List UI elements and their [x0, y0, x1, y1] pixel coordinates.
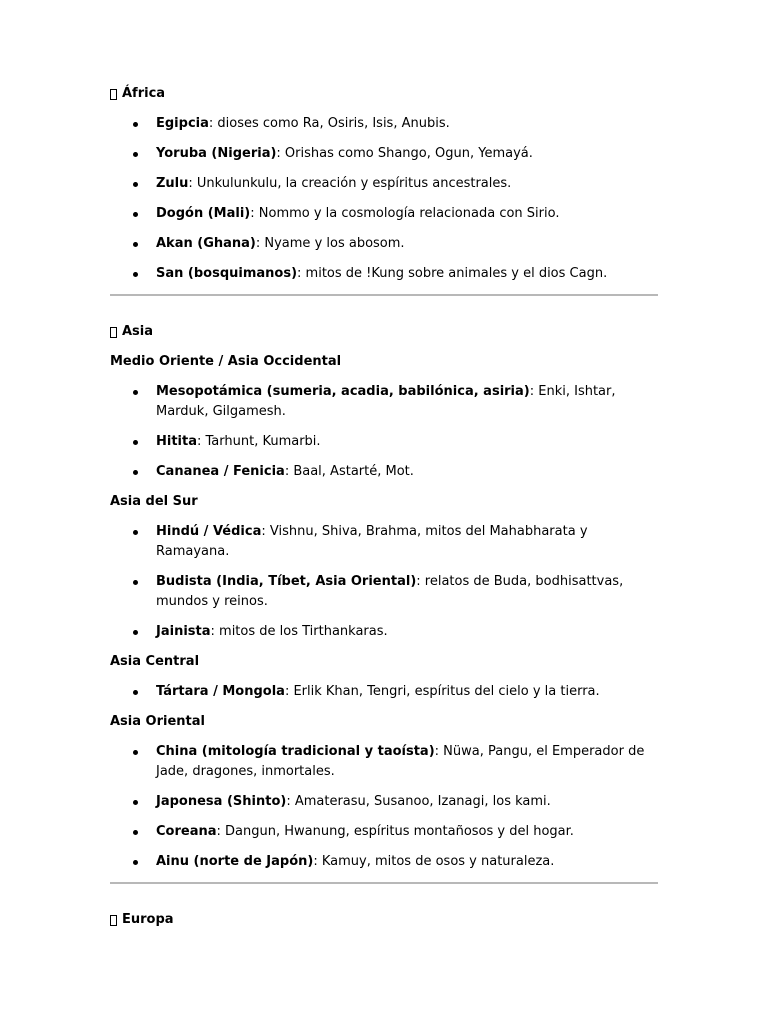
- subheading-south-asia: Asia del Sur: [110, 494, 198, 509]
- item-desc: : mitos de los Tirthankaras.: [210, 624, 388, 639]
- item-desc: : Amaterasu, Susanoo, Izanagi, los kami.: [286, 794, 551, 809]
- list-west-asia: [110, 382, 658, 482]
- item-term: Hindú / Védica: [156, 524, 262, 539]
- item-desc: : Nüwa, Pangu, el Emperador de Jade, dragones, inmortales.: [156, 744, 645, 779]
- item-term: Ainu (norte de Japón): [156, 854, 314, 869]
- subheading-central-asia: Asia Central: [110, 654, 200, 669]
- list-item: [110, 234, 658, 254]
- section-heading-text: África: [122, 86, 166, 101]
- list-south-asia: [110, 522, 658, 642]
- list-item: [110, 264, 658, 284]
- list-africa: [110, 114, 658, 284]
- item-term: Egipcia: [156, 116, 209, 131]
- section-heading-asia: [110, 322, 658, 342]
- subheading-west-asia: Medio Oriente / Asia Occidental: [110, 354, 342, 369]
- list-item: [110, 852, 658, 872]
- item-desc: : Nyame y los abosom.: [255, 236, 405, 251]
- item-desc: : Nommo y la cosmología relacionada con Sirio.: [250, 206, 560, 221]
- item-term: Yoruba (Nigeria): [156, 146, 277, 161]
- item-term: Japonesa (Shinto): [156, 794, 287, 809]
- item-term: China (mitología tradicional y taoísta): [156, 744, 435, 759]
- missing-glyph-icon: [110, 915, 117, 926]
- item-term: San (bosquimanos): [156, 266, 298, 281]
- list-item: [110, 432, 658, 452]
- item-term: Jainista: [156, 624, 211, 639]
- section-heading-text: Asia: [122, 324, 154, 339]
- item-term: Tártara / Mongola: [156, 684, 285, 699]
- list-item: [110, 822, 658, 842]
- list-item: [110, 622, 658, 642]
- list-east-asia: [110, 742, 658, 872]
- item-desc: : Kamuy, mitos de osos y naturaleza.: [313, 854, 555, 869]
- list-item: [110, 792, 658, 812]
- list-item: [110, 682, 658, 702]
- list-item: [110, 144, 658, 164]
- list-item: [110, 382, 658, 422]
- list-item: [110, 572, 658, 612]
- list-item: [110, 114, 658, 134]
- item-term: Budista (India, Tíbet, Asia Oriental): [156, 574, 417, 589]
- list-item: [110, 204, 658, 224]
- item-desc: : relatos de Buda, bodhisattvas, mundos y reinos.: [156, 574, 624, 609]
- subheading-east-asia: Asia Oriental: [110, 714, 205, 729]
- missing-glyph-icon: [110, 327, 117, 338]
- item-desc: : dioses como Ra, Osiris, Isis, Anubis.: [208, 116, 450, 131]
- item-term: Zulu: [156, 176, 189, 191]
- item-term: Akan (Ghana): [156, 236, 256, 251]
- item-desc: : Baal, Astarté, Mot.: [284, 464, 414, 479]
- list-item: [110, 522, 658, 562]
- item-term: Cananea / Fenicia: [156, 464, 285, 479]
- section-heading-africa: [110, 84, 658, 104]
- item-desc: : Orishas como Shango, Ogun, Yemayá.: [276, 146, 533, 161]
- list-central-asia: [110, 682, 658, 702]
- item-term: Hitita: [156, 434, 197, 449]
- list-item: [110, 742, 658, 782]
- list-item: [110, 174, 658, 194]
- item-term: Coreana: [156, 824, 217, 839]
- document-page: [110, 84, 658, 940]
- item-term: Dogón (Mali): [156, 206, 251, 221]
- item-desc: : Dangun, Hwanung, espíritus montañosos y del hogar.: [216, 824, 574, 839]
- item-term: Mesopotámica (sumeria, acadia, babilónica, asiria): [156, 384, 530, 399]
- item-desc: : Tarhunt, Kumarbi.: [197, 434, 321, 449]
- list-item: [110, 462, 658, 482]
- item-desc: : Enki, Ishtar, Marduk, Gilgamesh.: [156, 384, 616, 419]
- section-divider: [110, 294, 658, 296]
- section-heading-europe: [110, 910, 658, 930]
- item-desc: : Vishnu, Shiva, Brahma, mitos del Mahabharata y Ramayana.: [156, 524, 588, 559]
- item-desc: : Unkulunkulu, la creación y espíritus ancestrales.: [188, 176, 512, 191]
- item-desc: : mitos de !Kung sobre animales y el dios Cagn.: [297, 266, 608, 281]
- section-divider: [110, 882, 658, 884]
- missing-glyph-icon: [110, 89, 117, 100]
- item-desc: : Erlik Khan, Tengri, espíritus del cielo y la tierra.: [284, 684, 600, 699]
- section-heading-text: Europa: [122, 912, 174, 927]
